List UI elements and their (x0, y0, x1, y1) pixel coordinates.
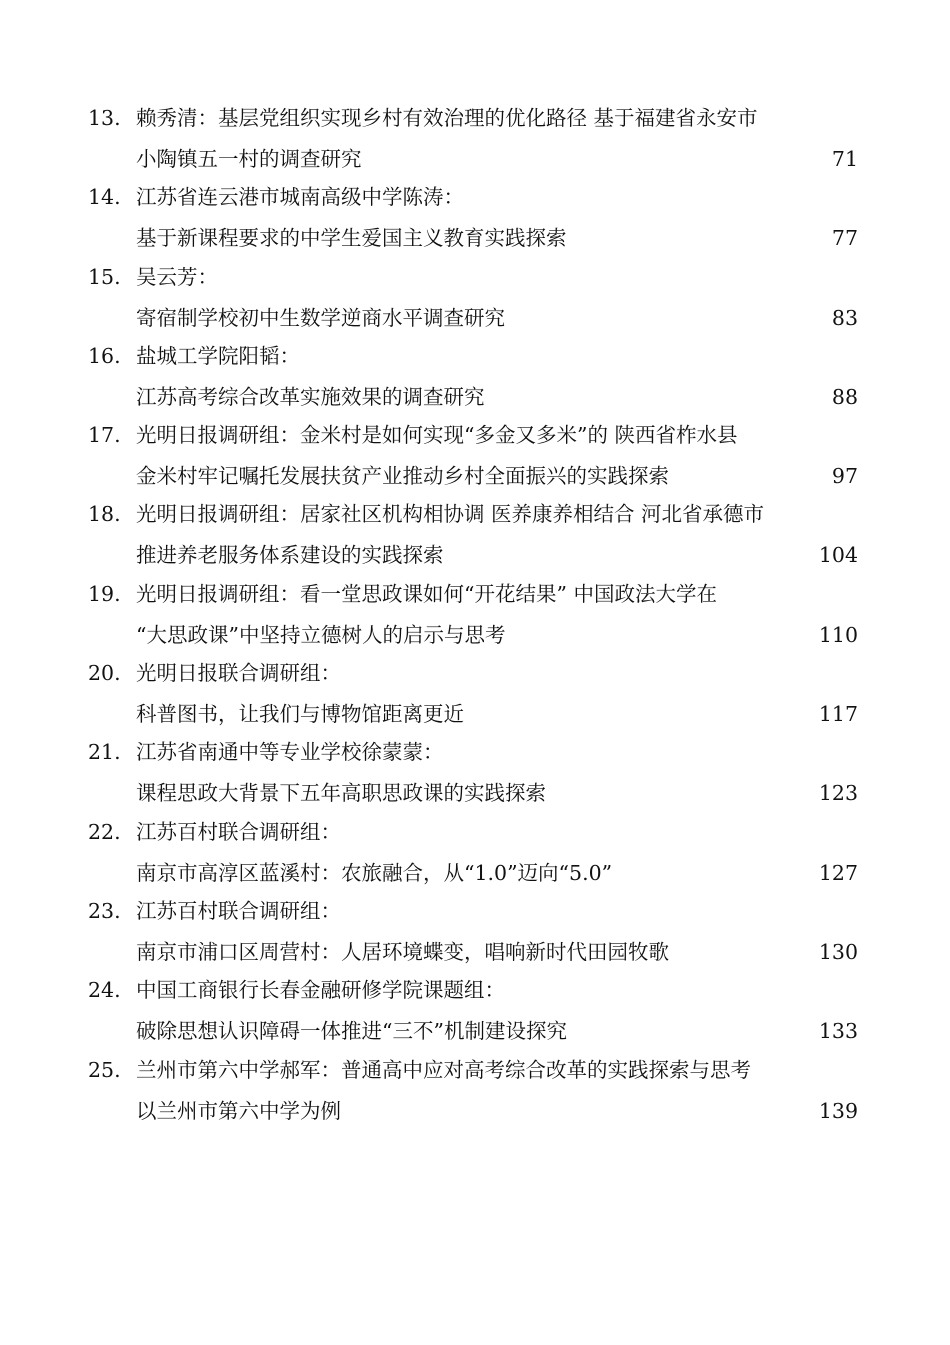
entry-number: 17. (88, 423, 121, 448)
entry-subtitle: 科普图书，让我们与博物馆距离更近 (136, 702, 464, 727)
entry-number: 13. (88, 106, 121, 130)
toc-entry (0, 734, 950, 813)
entry-title: 江苏省南通中等专业学校徐蒙蒙： (136, 740, 444, 765)
entry-title: 光明日报调研组：金米村是如何实现“多金又多米”的 陕西省柞水县 (136, 423, 738, 448)
entry-number: 18. (88, 502, 121, 527)
entry-title: 江苏百村联合调研组： (136, 898, 341, 923)
entry-number: 22. (88, 819, 121, 844)
toc-entry (0, 496, 950, 575)
table-of-contents (0, 100, 950, 1131)
entry-subtitle: 基于新课程要求的中学生爱国主义教育实践探索 (136, 226, 567, 251)
toc-entry (0, 417, 950, 496)
entry-page-number: 139 (818, 1098, 858, 1123)
entry-number: 24. (88, 978, 121, 1003)
entry-page-number: 104 (818, 543, 858, 568)
entry-subtitle: 寄宿制学校初中生数学逆商水平调查研究 (136, 305, 505, 330)
entry-title: 光明日报联合调研组： (136, 661, 341, 686)
entry-number: 20. (88, 661, 121, 686)
entry-number: 15. (88, 264, 121, 289)
entry-number: 19. (88, 581, 121, 606)
entry-page-number: 110 (818, 622, 858, 647)
toc-entry (0, 1052, 950, 1131)
entry-subtitle: 破除思想认识障碍一体推进“三不”机制建设探究 (136, 1019, 567, 1044)
toc-entry (0, 972, 950, 1051)
entry-subtitle: 小陶镇五一村的调查研究 (136, 147, 362, 171)
entry-subtitle: 课程思政大背景下五年高职思政课的实践探索 (136, 781, 546, 806)
entry-title: 光明日报调研组：居家社区机构相协调 医养康养相结合 河北省承德市 (136, 502, 765, 527)
entry-page-number: 71 (831, 147, 858, 171)
entry-page-number: 130 (818, 939, 858, 964)
entry-title: 赖秀清：基层党组织实现乡村有效治理的优化路径 基于福建省永安市 (136, 106, 758, 130)
entry-page-number: 83 (831, 305, 858, 330)
entry-subtitle: 南京市浦口区周营村：人居环境蝶变，唱响新时代田园牧歌 (136, 939, 669, 964)
toc-entry (0, 814, 950, 893)
entry-subtitle: 南京市高淳区蓝溪村：农旅融合，从“1.0”迈向“5.0” (136, 860, 613, 885)
entry-number: 14. (88, 185, 121, 210)
toc-entry (0, 100, 950, 179)
entry-page-number: 123 (818, 781, 858, 806)
toc-entry (0, 338, 950, 417)
entry-page-number: 117 (818, 702, 858, 727)
entry-title: 中国工商银行长春金融研修学院课题组： (136, 978, 505, 1003)
entry-page-number: 133 (818, 1019, 858, 1044)
entry-subtitle: 江苏高考综合改革实施效果的调查研究 (136, 384, 485, 409)
entry-number: 16. (88, 343, 121, 368)
entry-page-number: 97 (831, 464, 858, 489)
entry-title: 兰州市第六中学郝军：普通高中应对高考综合改革的实践探索与思考 (136, 1057, 751, 1082)
entry-subtitle: 金米村牢记嘱托发展扶贫产业推动乡村全面振兴的实践探索 (136, 464, 669, 489)
toc-entry (0, 576, 950, 655)
entry-subtitle: 以兰州市第六中学为例 (136, 1098, 341, 1123)
toc-entry (0, 179, 950, 258)
entry-title: 盐城工学院阳韬： (136, 343, 300, 368)
entry-number: 23. (88, 898, 121, 923)
toc-entry (0, 893, 950, 972)
toc-entry (0, 655, 950, 734)
entry-title: 江苏百村联合调研组： (136, 819, 341, 844)
entry-page-number: 88 (831, 384, 858, 409)
entry-page-number: 77 (831, 226, 858, 251)
entry-title: 吴云芳： (136, 264, 218, 289)
entry-subtitle: 推进养老服务体系建设的实践探索 (136, 543, 444, 568)
toc-entry (0, 259, 950, 338)
entry-title: 江苏省连云港市城南高级中学陈涛： (136, 185, 464, 210)
entry-subtitle: “大思政课”中坚持立德树人的启示与思考 (136, 622, 506, 647)
entry-title: 光明日报调研组：看一堂思政课如何“开花结果” 中国政法大学在 (136, 581, 717, 606)
entry-number: 25. (88, 1057, 121, 1082)
entry-page-number: 127 (818, 860, 858, 885)
entry-number: 21. (88, 740, 121, 765)
